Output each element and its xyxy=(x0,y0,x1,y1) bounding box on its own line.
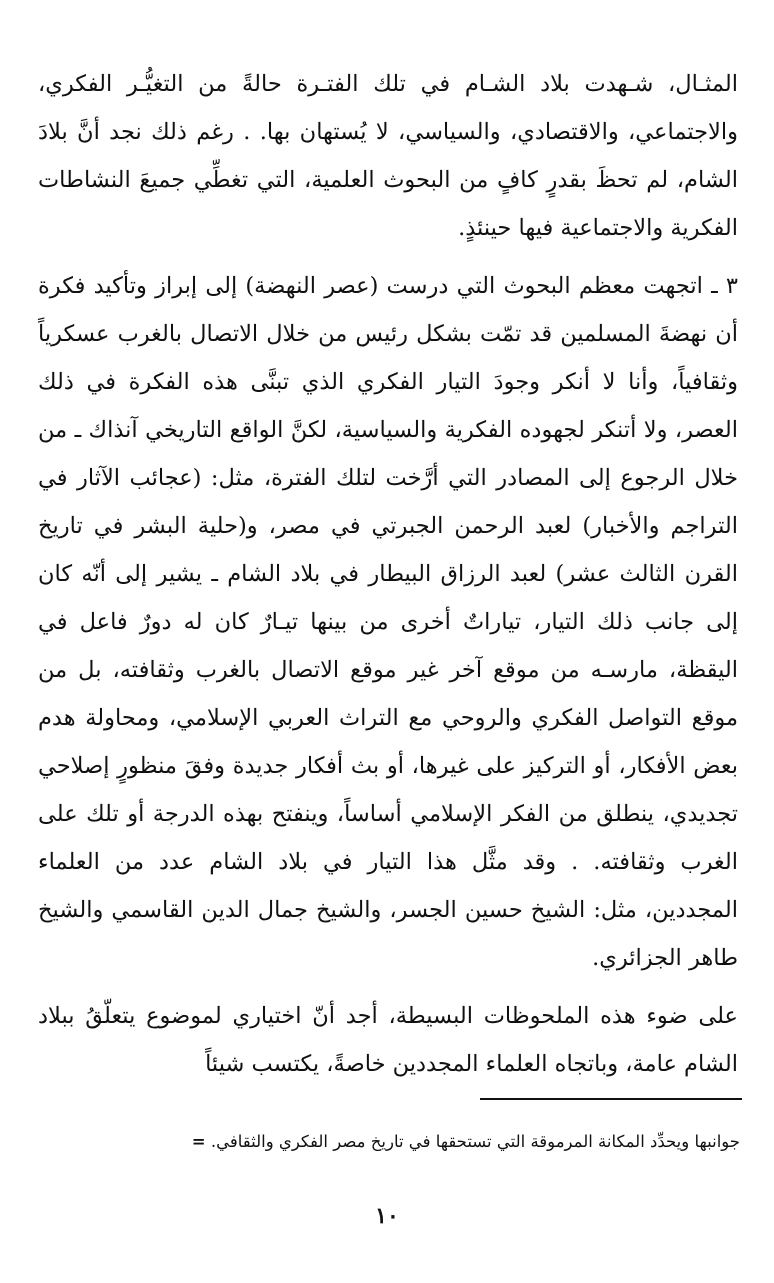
paragraph-1: المثـال، شـهدت بلاد الشـام في تلك الفتـرة حالةً من التغيُّـر الفكري، والاجتماعي، والاقتصادي، والسياسي، لا يُستهان بها. . رغم ذلك نجد أنَّ بلادَ الشام، لم تحظَ بقدرٍ كافٍ من البحوث العلمية، التي تغطِّي جميعَ النشاطات الفكرية والاجتماعية فيها حينئذٍ. xyxy=(38,71,738,241)
page-number: ١٠ xyxy=(375,1203,399,1229)
paragraph-2: ٣ ـ اتجهت معظم البحوث التي درست (عصر النهضة) إلى إبراز وتأكيد فكرة أن نهضةَ المسلمين قد تمّت بشكل رئيس من خلال الاتصال بالغرب عسكرياً وثقافياً، وأنا لا أنكر وجودَ التيار الفكري الذي تبنَّى هذه الفكرة في ذلك العصر، ولا أتنكر لجهوده الفكرية والسياسية، لكنَّ الواقع التاريخي آنذاك ـ من خلال الرجوع إلى المصادر التي أرَّخت لتلك الفترة، مثل: (عجائب الآثار في التراجم والأخبار) لعبد الرحمن الجبرتي في مصر، و(حلية البشر في تاريخ القرن الثالث عشر) لعبد الرزاق البيطار في بلاد الشام ـ يشير إلى أنّه كان إلى جانب ذلك التيار، تياراتٌ أخرى من بينها تيـارٌ كان له دورٌ فاعل في اليقظة، مارسـه من موقع آخر غير موقع الاتصال بالغرب وثقافته، بل من موقع التواصل الفكري والروحي مع التراث العربي الإسلامي، ومحاولة هدم بعض الأفكار، أو التركيز على غيرها، أو بث أفكار جديدة وفقَ منظورٍ إصلاحي تجديدي، ينطلق من الفكر الإسلامي أساساً، وينفتح بهذه الدرجة أو تلك على الغرب وثقافته. . وقد مثَّل هذا التيار في بلاد الشام عدد من العلماء المجددين، مثل: الشيخ حسين الجسر، والشيخ جمال الدين القاسمي والشيخ طاهر الجزائري. xyxy=(38,273,738,971)
footnote-text: جوانبها ويحدِّد المكانة المرموقة التي تستحقها في تاريخ مصر الفكري والثقافي. xyxy=(210,1132,740,1151)
paragraph-3: على ضوء هذه الملحوظات البسيطة، أجد أنّ اختياري لموضوع يتعلّقُ ببلاد الشام عامة، وباتجاه العلماء المجددين خاصةً، يكتسب شيئاً xyxy=(38,1003,738,1077)
footnote-continuation-marker: = xyxy=(191,1132,206,1151)
footnote-separator xyxy=(480,1098,742,1100)
page-body xyxy=(38,60,738,1088)
footnote xyxy=(40,1128,740,1156)
